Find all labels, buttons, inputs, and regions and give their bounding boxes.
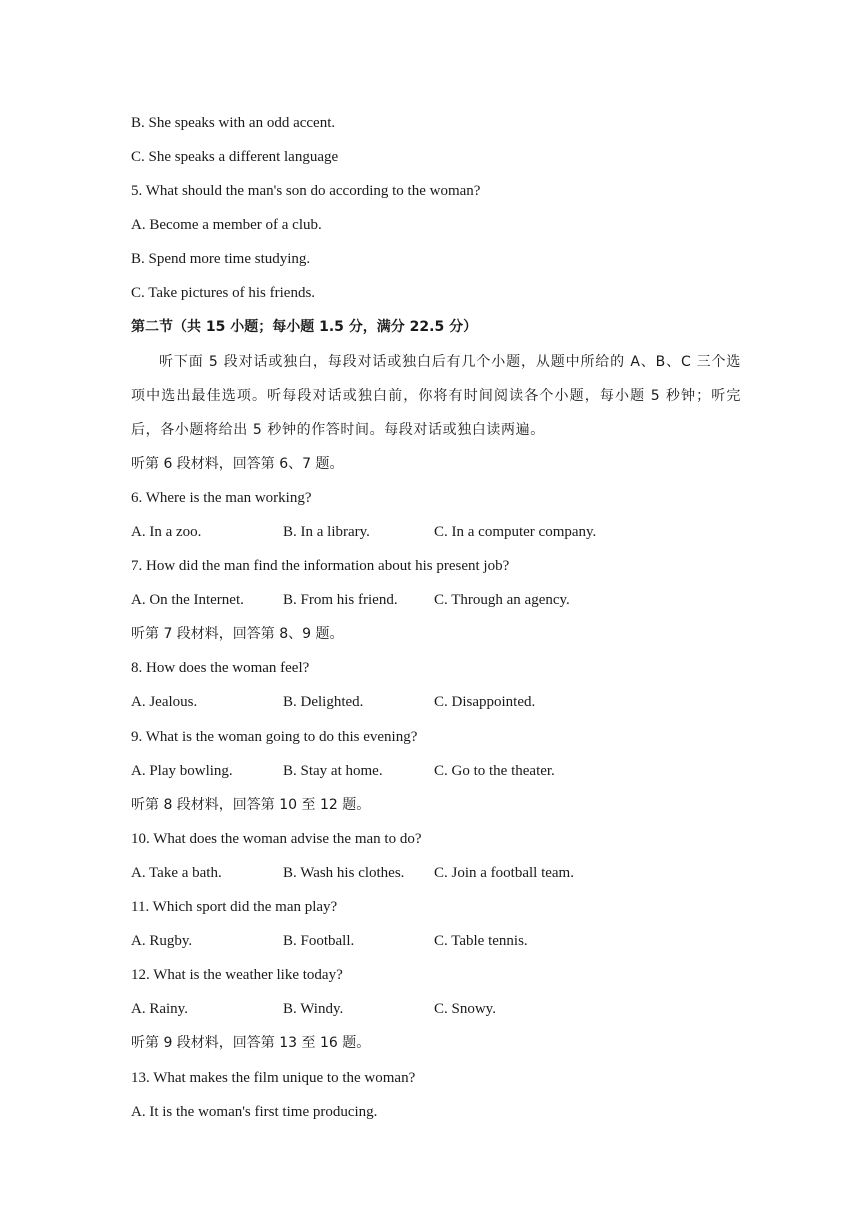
q4-option-c: C. She speaks a different language <box>131 149 339 165</box>
material-8-intro: 听第 8 段材料，回答第 10 至 12 题。 <box>131 797 371 813</box>
q7-option-b: B. From his friend. <box>283 592 398 608</box>
q7-option-c: C. Through an agency. <box>434 592 570 608</box>
material-7-intro: 听第 7 段材料，回答第 8、9 题。 <box>131 626 344 642</box>
section-instruction: 听下面 5 段对话或独白，每段对话或独白后有几个小题，从题中所给的 A、B、C 三个选项中选出最佳选项。听每段对话或独白前，你将有时间阅读各个小题，每小题 5 秒钟；听完后，各小题将给出 5 秒钟的作答时间。每段对话或独白读两遍。 <box>131 354 741 438</box>
q12-option-c: C. Snowy. <box>434 1001 496 1017</box>
q5-option-b: B. Spend more time studying. <box>131 251 311 267</box>
q11-option-b: B. Football. <box>283 933 355 949</box>
q7-option-a: A. On the Internet. <box>131 592 244 608</box>
q10-option-b: B. Wash his clothes. <box>283 865 405 881</box>
q11-option-c: C. Table tennis. <box>434 933 528 949</box>
q4-option-b: B. She speaks with an odd accent. <box>131 115 336 131</box>
material-6-intro: 听第 6 段材料，回答第 6、7 题。 <box>131 456 344 472</box>
q12-option-a: A. Rainy. <box>131 1001 188 1017</box>
q8-option-b: B. Delighted. <box>283 694 364 710</box>
q8-option-a: A. Jealous. <box>131 694 198 710</box>
q10-option-c: C. Join a football team. <box>434 865 574 881</box>
q10-option-a: A. Take a bath. <box>131 865 222 881</box>
q13-option-a: A. It is the woman's first time producing. <box>131 1104 378 1120</box>
question-5: 5. What should the man's son do according to the woman? <box>131 183 481 199</box>
question-10: 10. What does the woman advise the man to do? <box>131 831 422 847</box>
q11-option-a: A. Rugby. <box>131 933 193 949</box>
q8-option-c: C. Disappointed. <box>434 694 536 710</box>
q6-option-b: B. In a library. <box>283 524 370 540</box>
q12-option-b: B. Windy. <box>283 1001 344 1017</box>
question-7: 7. How did the man find the information about his present job? <box>131 558 510 574</box>
q6-option-c: C. In a computer company. <box>434 524 597 540</box>
q5-option-a: A. Become a member of a club. <box>131 217 322 233</box>
question-9: 9. What is the woman going to do this evening? <box>131 729 418 745</box>
question-11: 11. Which sport did the man play? <box>131 899 338 915</box>
q9-option-b: B. Stay at home. <box>283 763 383 779</box>
question-13: 13. What makes the film unique to the woman? <box>131 1070 416 1086</box>
question-6: 6. Where is the man working? <box>131 490 312 506</box>
question-12: 12. What is the weather like today? <box>131 967 343 983</box>
question-8: 8. How does the woman feel? <box>131 660 310 676</box>
q9-option-a: A. Play bowling. <box>131 763 233 779</box>
section-heading: 第二节（共 15 小题；每小题 1.5 分，满分 22.5 分） <box>131 319 478 335</box>
q6-option-a: A. In a zoo. <box>131 524 202 540</box>
material-9-intro: 听第 9 段材料，回答第 13 至 16 题。 <box>131 1035 371 1051</box>
q9-option-c: C. Go to the theater. <box>434 763 555 779</box>
q5-option-c: C. Take pictures of his friends. <box>131 285 316 301</box>
